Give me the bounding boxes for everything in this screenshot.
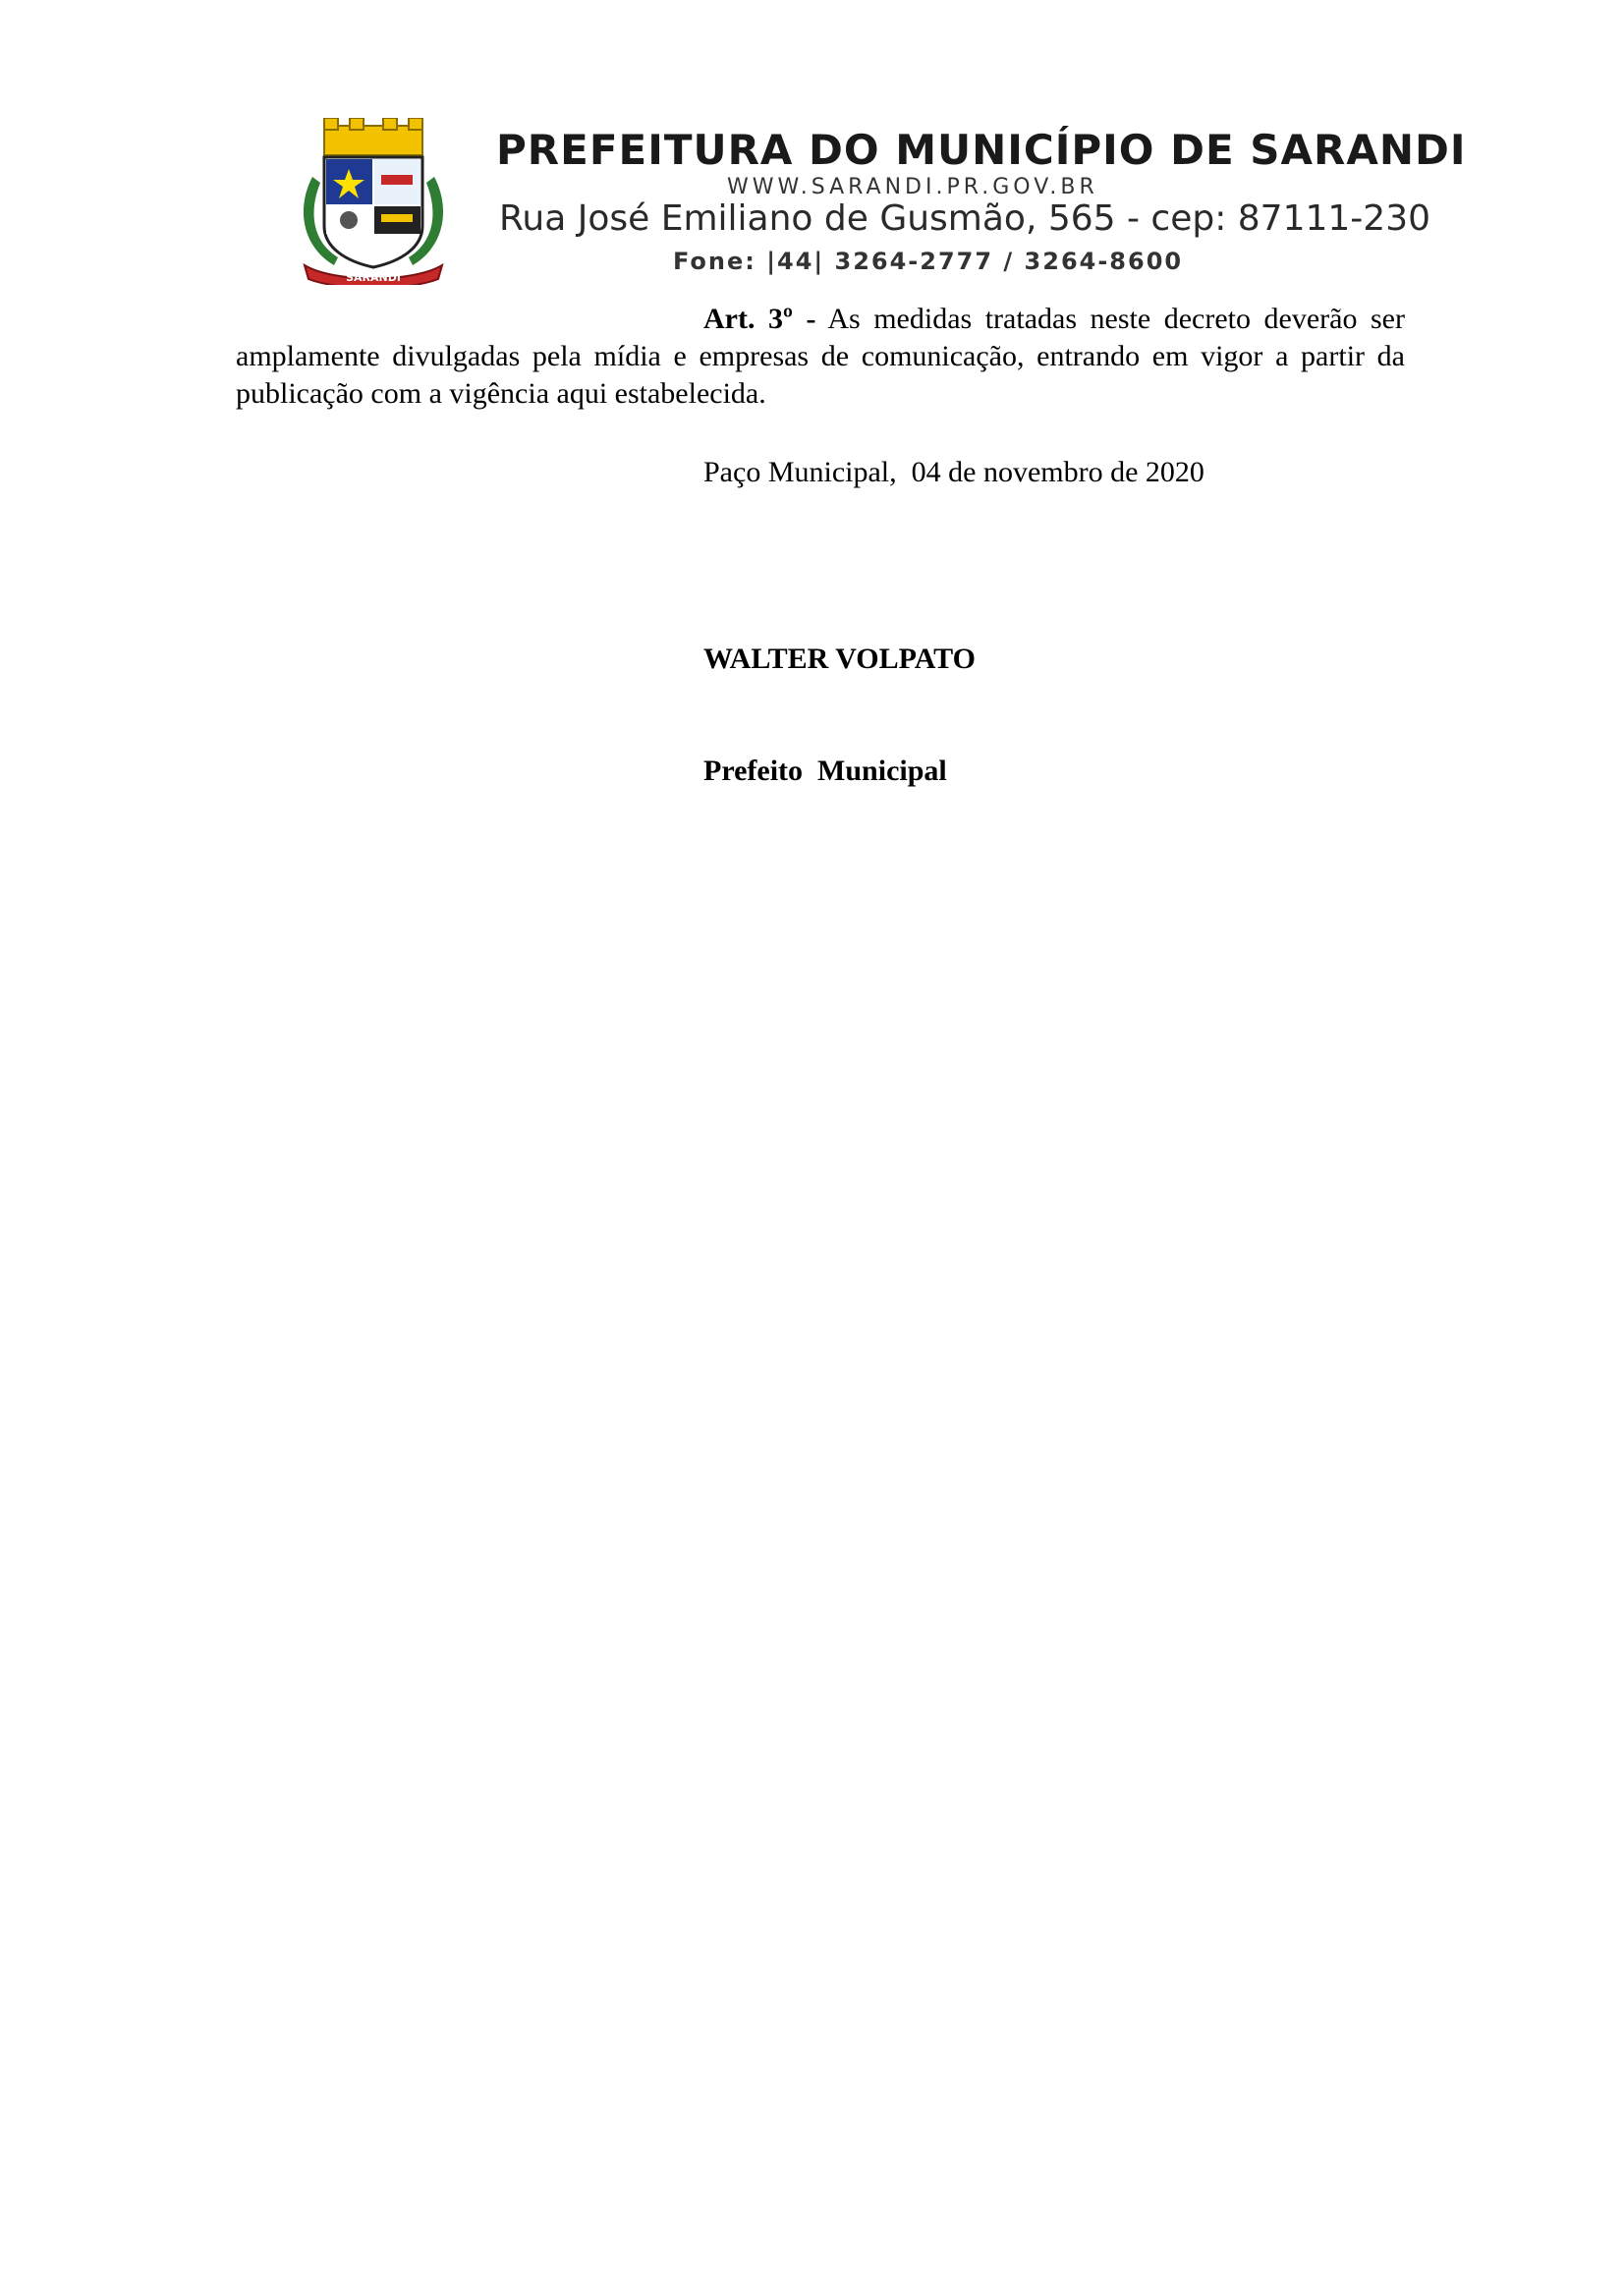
municipal-crest-icon [295, 118, 452, 285]
letterhead-title: PREFEITURA DO MUNICÍPIO DE SARANDI [496, 126, 1467, 174]
letterhead-website: WWW.SARANDI.PR.GOV.BR [727, 175, 1098, 199]
signatory-name: WALTER VOLPATO [703, 643, 976, 675]
article-label: Art. 3º - [703, 303, 816, 335]
letterhead-address: Rua José Emiliano de Gusmão, 565 - cep: 87111-230 [499, 198, 1431, 239]
signatory-role: Prefeito Municipal [703, 755, 947, 787]
place-date-line: Paço Municipal, 04 de novembro de 2020 [703, 456, 1204, 488]
letterhead-phone: Fone: |44| 3264-2777 / 3264-8600 [673, 248, 1184, 275]
signature-block [703, 566, 976, 865]
letterhead [295, 108, 1467, 285]
svg-text:SARANDI: SARANDI [346, 271, 401, 284]
article-text: As medidas tratadas neste decreto deverão ser amplamente divulgadas pela mídia e empresas de comunicação, entrando em vigor a partir da publicação com a vigência aqui estabelecida. [236, 303, 1405, 410]
article-paragraph [236, 301, 1405, 413]
